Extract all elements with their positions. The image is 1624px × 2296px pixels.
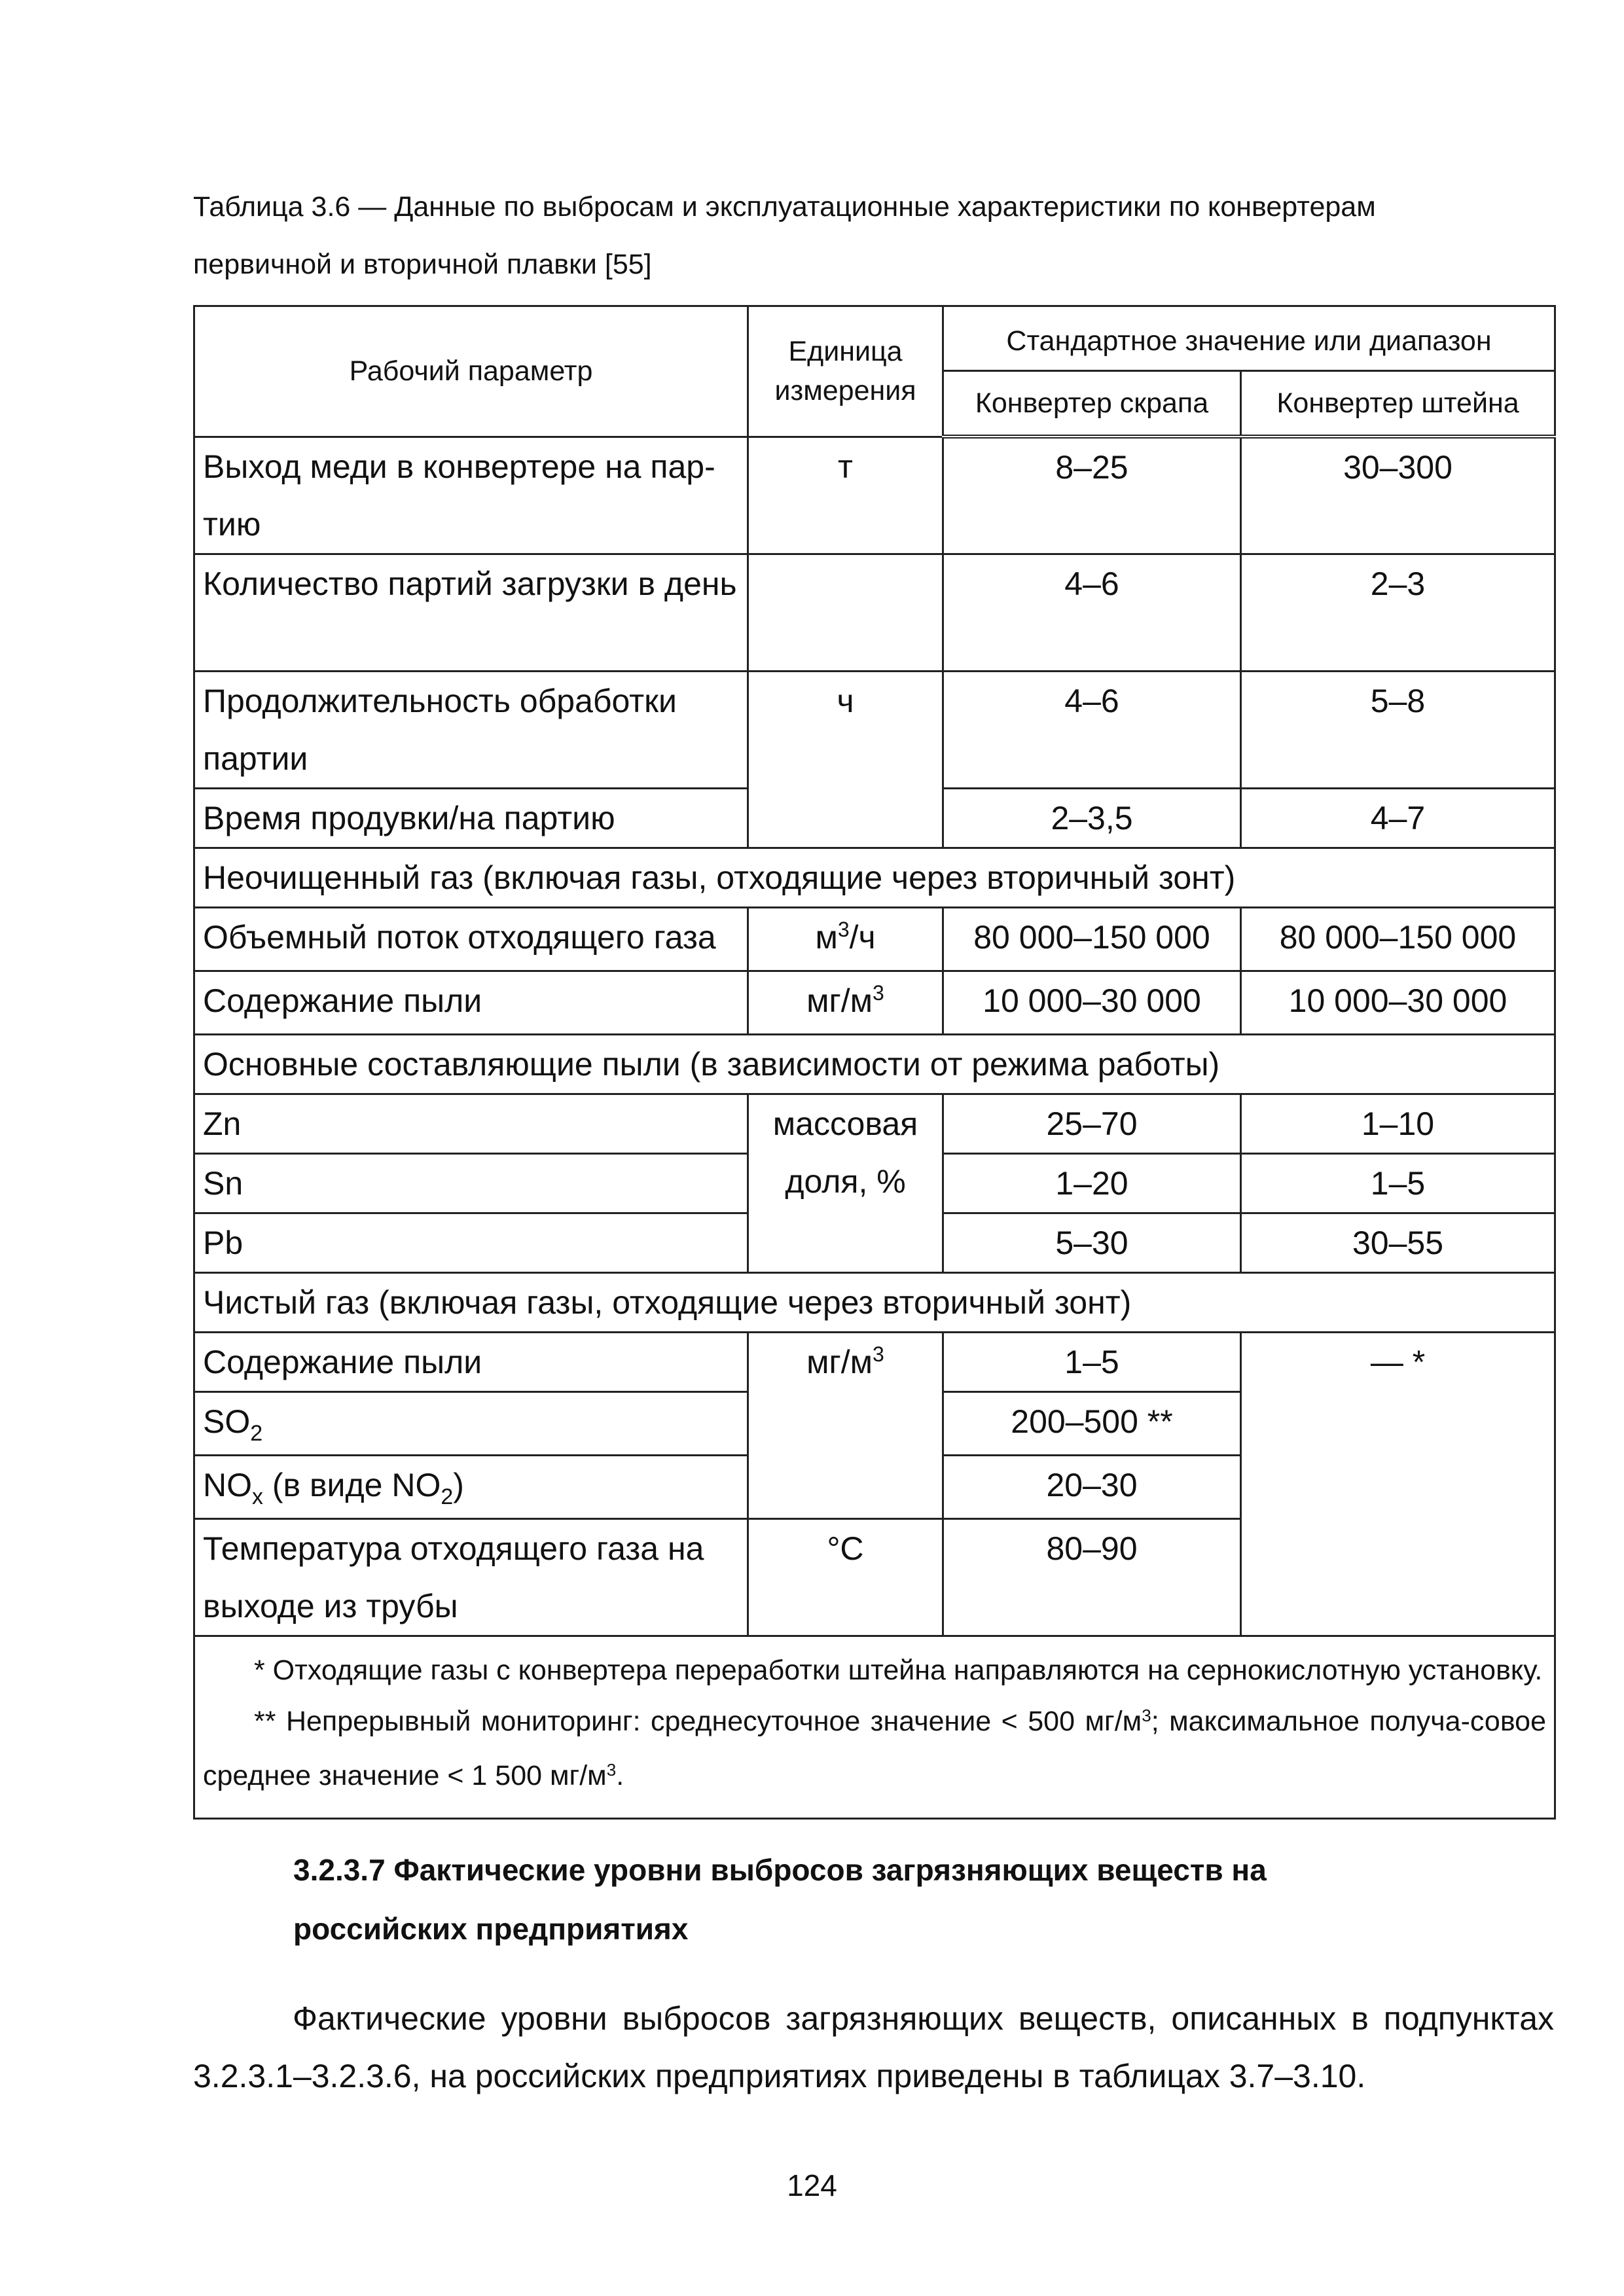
matte-cell: — *	[1241, 1332, 1555, 1636]
body-paragraph: Фактические уровни выбросов загрязняющих веществ, описанных в подпунктах 3.2.3.1–3.2.3.6, на российских предприятиях приведены в таблицах 3.7–3.10.	[193, 2000, 1554, 2094]
param-cell: Выход меди в конвертере на пар-тию	[194, 437, 748, 554]
page-number: 124	[787, 2168, 837, 2202]
param-cell: $SO_2$	[194, 1391, 748, 1455]
param-cell: Содержание пыли	[194, 971, 748, 1034]
unit-cell: ч	[748, 671, 943, 848]
scrap-cell: 8–25	[943, 437, 1241, 554]
header-scrap: Конвертер скрапа	[943, 371, 1241, 437]
header-unit-line2: измерения	[774, 375, 916, 407]
scrap-cell: 5–30	[943, 1213, 1241, 1272]
notes-row	[194, 1636, 1555, 1818]
section-dust-components: Основные составляющие пыли (в зависимости от режима работы)	[194, 1034, 1555, 1094]
table-row	[194, 437, 1555, 554]
section-row	[194, 848, 1555, 907]
section-row	[194, 1272, 1555, 1332]
param-cell: Время продувки/на партию	[194, 788, 748, 848]
header-group: Стандартное значение или диапазон	[943, 306, 1555, 371]
matte-cell: 10 000–30 000	[1241, 971, 1555, 1034]
unit-cell: $м^3/ч$	[748, 907, 943, 971]
unit-cell: $мг/м^3$	[748, 971, 943, 1034]
scrap-cell: 20–30	[943, 1455, 1241, 1518]
table-notes	[194, 1636, 1555, 1818]
param-cell: $NO_x$ (в виде $NO_2$)	[194, 1455, 748, 1518]
section-raw-gas: Неочищенный газ (включая газы, отходящие через вторичный зонт)	[194, 848, 1555, 907]
table-row	[194, 971, 1555, 1034]
scrap-cell: 200–500 **	[943, 1391, 1241, 1455]
unit-cell: $мг/м^3$	[748, 1332, 943, 1518]
table-row	[194, 907, 1555, 971]
unit-cell	[748, 554, 943, 671]
scrap-cell: 1–5	[943, 1332, 1241, 1391]
header-unit	[748, 306, 943, 437]
unit-cell: °C	[748, 1518, 943, 1636]
param-cell: Объемный поток отходящего газа	[194, 907, 748, 971]
header-matte: Конвертер штейна	[1241, 371, 1555, 437]
matte-cell: 5–8	[1241, 671, 1555, 788]
param-cell: Pb	[194, 1213, 748, 1272]
table-row	[194, 671, 1555, 788]
table-row	[194, 554, 1555, 671]
param-cell: Zn	[194, 1094, 748, 1153]
unit-line2: доля, %	[785, 1162, 906, 1200]
section-heading-line2: российских предприятиях	[293, 1912, 689, 1946]
unit-line1: массовая	[772, 1105, 918, 1142]
emissions-table	[193, 305, 1556, 1820]
matte-cell: 30–300	[1241, 437, 1555, 554]
table-caption	[193, 178, 1548, 293]
matte-cell: 1–10	[1241, 1094, 1555, 1153]
scrap-cell: 25–70	[943, 1094, 1241, 1153]
param-cell: Содержание пыли	[194, 1332, 748, 1391]
matte-cell: 1–5	[1241, 1153, 1555, 1213]
table-row	[194, 1332, 1555, 1391]
scrap-cell: 80 000–150 000	[943, 907, 1241, 971]
footnote-1: * Отходящие газы с конвертера переработки штейна направляются на сернокислотную установку.	[254, 1654, 1543, 1686]
header-param: Рабочий параметр	[194, 306, 748, 437]
table-caption-line1: Таблица 3.6 — Данные по выбросам и эксплуатационные характеристики по конвертерам	[193, 191, 1376, 223]
section-clean-gas: Чистый газ (включая газы, отходящие через вторичный зонт)	[194, 1272, 1555, 1332]
section-heading	[293, 1840, 1406, 1958]
matte-cell: 4–7	[1241, 788, 1555, 848]
footnote-2: ** Непрерывный мониторинг: среднесуточное значение < 500 $мг/м^3$; максимальное получа-совое среднее значение < 1 500 $мг/м^3$.	[203, 1705, 1547, 1791]
section-heading-line1: 3.2.3.7 Фактические уровни выбросов загрязняющих веществ на	[293, 1853, 1267, 1887]
scrap-cell: 4–6	[943, 671, 1241, 788]
param-cell: Продолжительность обработки партии	[194, 671, 748, 788]
unit-cell: т	[748, 437, 943, 554]
scrap-cell: 80–90	[943, 1518, 1241, 1636]
matte-cell: 2–3	[1241, 554, 1555, 671]
scrap-cell: 10 000–30 000	[943, 971, 1241, 1034]
table-row	[194, 1094, 1555, 1153]
param-cell: Количество партий загрузки в день	[194, 554, 748, 671]
matte-cell: 30–55	[1241, 1213, 1555, 1272]
scrap-cell: 2–3,5	[943, 788, 1241, 848]
table-caption-line2: первичной и вторичной плавки [55]	[193, 249, 652, 280]
scrap-cell: 1–20	[943, 1153, 1241, 1213]
param-cell: Температура отходящего газа на выходе из трубы	[194, 1518, 748, 1636]
scrap-cell: 4–6	[943, 554, 1241, 671]
section-row	[194, 1034, 1555, 1094]
param-cell: Sn	[194, 1153, 748, 1213]
unit-cell	[748, 1094, 943, 1272]
matte-cell: 80 000–150 000	[1241, 907, 1555, 971]
header-unit-line1: Единица	[788, 336, 903, 368]
